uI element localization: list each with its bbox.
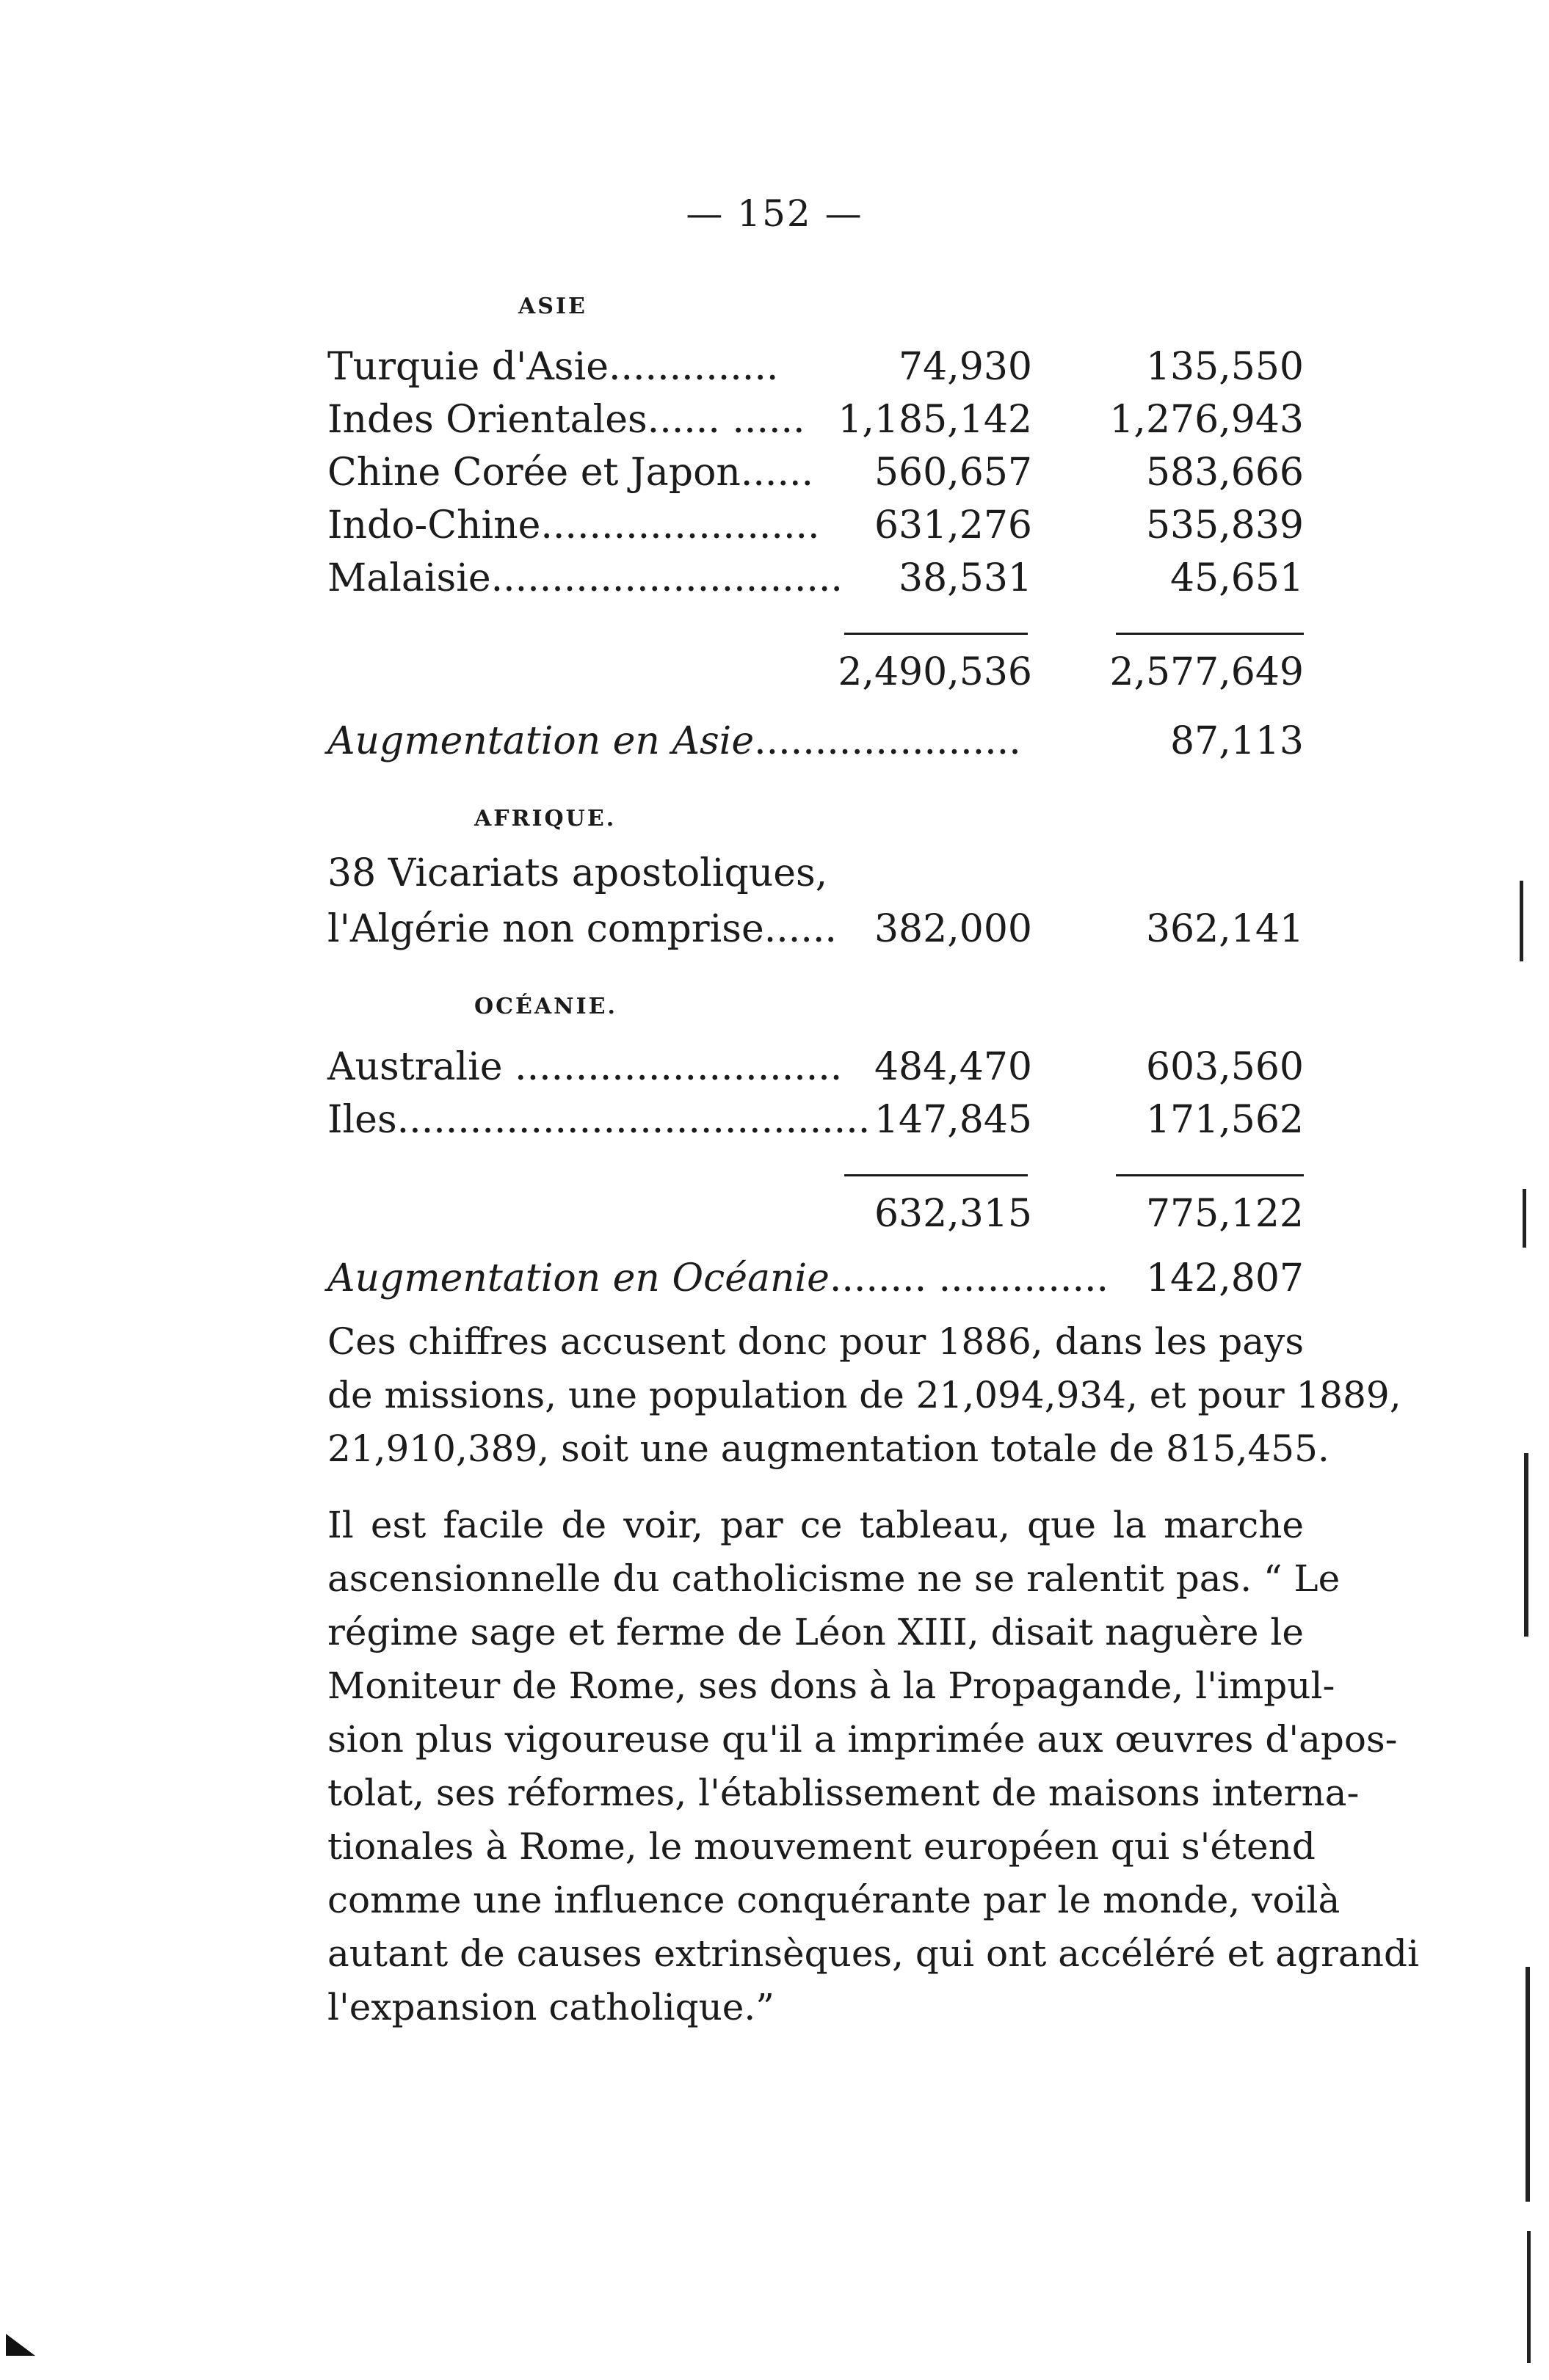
section-heading-afrique: AFRIQUE.	[474, 806, 617, 831]
text-line: Moniteur de Rome, ses dons à la Propagande, l'impul-	[327, 1664, 1335, 1707]
sum-rule	[844, 1174, 1028, 1176]
value-1889: 1,276,943	[1109, 398, 1304, 442]
row-label: Iles.......................................	[327, 1098, 871, 1142]
section-heading-oceanie: OCÉANIE.	[474, 994, 617, 1019]
text-line: comme une influence conquérante par le monde, voilà	[327, 1879, 1341, 1921]
text-line: autant de causes extrinsèques, qui ont accéléré et agrandi	[327, 1932, 1419, 1975]
value-1889: 603,560	[1145, 1045, 1304, 1089]
augmentation-line	[327, 1256, 1304, 1300]
text-line: tolat, ses réformes, l'établissement de maisons interna-	[327, 1772, 1360, 1814]
value-1889: 45,651	[1170, 556, 1304, 600]
augmentation-value: 87,113	[1170, 719, 1304, 763]
value-1886: 631,276	[874, 503, 1032, 547]
total-1886: 632,315	[874, 1192, 1032, 1236]
paragraph	[327, 1499, 1419, 2034]
text-line: Il est facile de voir, par ce tableau, que la marche	[327, 1504, 1304, 1546]
table-row	[327, 345, 1304, 392]
table-row	[327, 451, 1304, 498]
sum-rule	[844, 633, 1028, 635]
value-1889: 135,550	[1145, 345, 1304, 389]
value-1886: 1,185,142	[838, 398, 1032, 442]
scan-corner-mark	[6, 2334, 35, 2356]
text-line: régime sage et ferme de Léon XIII, disait naguère le	[327, 1611, 1304, 1653]
leader-dots: ......................	[754, 719, 1021, 763]
table-row	[327, 851, 1304, 898]
value-1886: 484,470	[874, 1045, 1032, 1089]
row-label: Indes Orientales...... ......	[327, 398, 805, 442]
total-1889: 2,577,649	[1109, 650, 1304, 694]
value-1886: 560,657	[874, 451, 1032, 495]
text-line: 21,910,389, soit une augmentation totale de 815,455.	[327, 1427, 1329, 1470]
text-line: de missions, une population de 21,094,934, et pour 1889,	[327, 1374, 1401, 1416]
augmentation-value: 142,807	[1145, 1256, 1304, 1300]
page-number: — 152 —	[686, 192, 863, 235]
value-1886: 147,845	[874, 1098, 1032, 1142]
sum-rule	[1116, 633, 1304, 635]
text-line: Ces chiffres accusent donc pour 1886, dans les pays	[327, 1320, 1304, 1363]
value-1889: 583,666	[1145, 451, 1304, 495]
value-1886: 382,000	[874, 907, 1032, 951]
augmentation-label: Augmentation en Océanie	[327, 1256, 830, 1300]
augmentation-label: Augmentation en Asie	[327, 719, 755, 763]
sum-rule	[1116, 1174, 1304, 1176]
total-1889: 775,122	[1145, 1192, 1304, 1236]
total-row	[327, 650, 1304, 697]
value-1886: 38,531	[899, 556, 1032, 600]
scan-edge-marks	[1498, 411, 1549, 2378]
total-1886: 2,490,536	[838, 650, 1032, 694]
row-label: Malaisie.............................	[327, 556, 843, 600]
text-line: ascensionnelle du catholicisme ne se ralentit pas. “ Le	[327, 1557, 1341, 1600]
text-line: sion plus vigoureuse qu'il a imprimée aux œuvres d'apos-	[327, 1718, 1398, 1761]
text-line: l'expansion catholique.”	[327, 1986, 774, 2028]
paragraph	[327, 1315, 1401, 1476]
table-row	[327, 503, 1304, 550]
table-row	[327, 1098, 1304, 1145]
row-label: Turquie d'Asie..............	[327, 345, 779, 389]
value-1886: 74,930	[899, 345, 1032, 389]
leader-dots: ........ ..............	[829, 1256, 1109, 1300]
row-label: 38 Vicariats apostoliques,	[327, 851, 828, 895]
augmentation-line	[327, 719, 1304, 763]
row-label: l'Algérie non comprise......	[327, 907, 837, 951]
value-1889: 535,839	[1145, 503, 1304, 547]
row-label: Chine Corée et Japon......	[327, 451, 814, 495]
row-label: Indo-Chine.......................	[327, 503, 820, 547]
table-row	[327, 907, 1304, 954]
value-1889: 362,141	[1145, 907, 1304, 951]
total-row	[327, 1192, 1304, 1239]
row-label: Australie ...........................	[327, 1045, 843, 1089]
table-row	[327, 556, 1304, 603]
text-line: tionales à Rome, le mouvement européen qui s'étend	[327, 1825, 1316, 1868]
section-heading-asie: ASIE	[518, 294, 587, 319]
value-1889: 171,562	[1145, 1098, 1304, 1142]
table-row	[327, 398, 1304, 445]
table-row	[327, 1045, 1304, 1092]
